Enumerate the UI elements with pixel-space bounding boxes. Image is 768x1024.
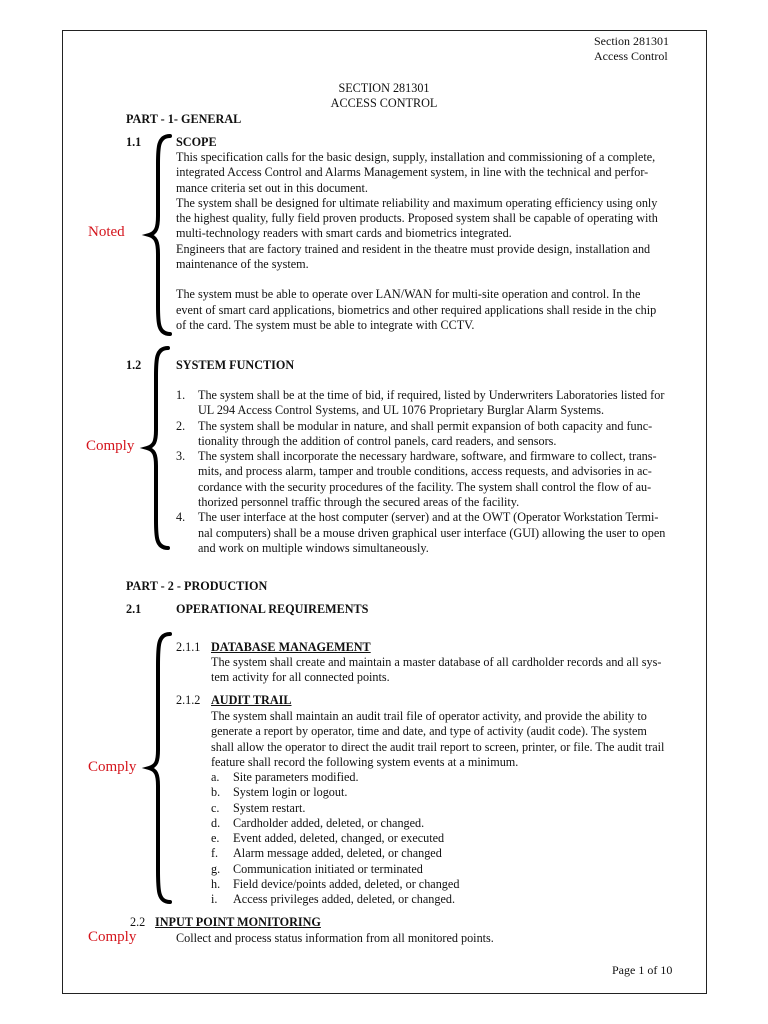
list-item [176, 510, 700, 556]
list-marker: 1. [176, 388, 186, 402]
list-item [211, 816, 459, 831]
blank-line [176, 272, 700, 287]
annotation-comply: Comply [88, 929, 137, 945]
list-item [176, 419, 700, 450]
text-line: tem activity for all connected points. [211, 670, 390, 685]
subsection-number: 2.1.2 [176, 693, 201, 707]
text-line: integrated Access Control and Alarms Management system, in line with the technical and perfor- [176, 165, 649, 180]
text-line: mits, and process alarm, tamper and trouble conditions, access requests, and advisories in ac- [198, 464, 652, 479]
text-line: thorized personnel traffic through the secured areas of the facility. [198, 495, 520, 510]
document-title: SECTION 281301 [338, 81, 430, 95]
text-line: The system must be able to operate over LAN/WAN for multi-site operation and control. In the [176, 287, 641, 302]
section-number: 2.1 [126, 602, 142, 616]
header-subject: Access Control [594, 49, 668, 63]
list-marker: 2. [176, 418, 186, 433]
audit-trail-heading: AUDIT TRAIL [211, 693, 292, 707]
text-line: and work on multiple windows simultaneously. [198, 540, 429, 555]
list-item-text: Site parameters modified. [233, 770, 359, 784]
list-item [211, 846, 459, 861]
text-line: The system shall be designed for ultimate reliability and maximum operating efficiency using only [176, 195, 658, 210]
text-line: Engineers that are factory trained and resident in the theatre must provide design, installation and [176, 241, 651, 256]
audit-events-list [211, 770, 459, 908]
text-line: nal computers) shall be a mouse driven graphical user interface (GUI) allowing the user to open [198, 525, 666, 540]
text-line: The system shall maintain an audit trail file of operator activity, and provide the ability to [211, 709, 647, 723]
list-item-text: Cardholder added, deleted, or changed. [233, 815, 425, 830]
brace-icon [144, 346, 174, 550]
list-item [211, 801, 459, 816]
list-marker: a. [211, 770, 220, 784]
section-number: 1.1 [126, 135, 142, 149]
brace-icon [146, 134, 176, 336]
list-item-text: Event added, deleted, changed, or executed [233, 831, 445, 846]
list-item [176, 449, 700, 510]
annotation-comply: Comply [86, 438, 135, 454]
list-item [211, 785, 459, 800]
section-number: 1.2 [126, 358, 142, 372]
text-line: The system shall be at the time of bid, if required, listed by Underwriters Laboratories listed for [198, 388, 665, 402]
list-marker: h. [211, 877, 221, 892]
list-marker: 3. [176, 449, 186, 464]
list-item [211, 862, 459, 877]
text-line: mance criteria set out in this document. [176, 180, 368, 195]
list-item-text: System login or logout. [233, 785, 348, 800]
text-line: tionality through the addition of control panels, card readers, and sensors. [198, 433, 557, 448]
annotation-comply: Comply [88, 759, 137, 775]
text-line: The user interface at the host computer (server) and at the OWT (Operator Workstation Termi- [198, 510, 659, 525]
list-item [176, 388, 700, 419]
text-line: This specification calls for the basic design, supply, installation and commissioning of a complete, [176, 150, 656, 164]
list-marker: c. [211, 800, 220, 815]
list-marker: d. [211, 815, 221, 830]
text-line: maintenance of the system. [176, 257, 309, 272]
text-line: The system shall be modular in nature, and shall permit expansion of both capacity and func- [198, 418, 653, 433]
list-item-text: Field device/points added, deleted, or changed [233, 877, 460, 892]
text-line: of the card. The system must be able to integrate with CCTV. [176, 317, 475, 332]
list-marker: f. [211, 846, 219, 861]
database-management-heading: DATABASE MANAGEMENT [211, 640, 371, 654]
list-marker: g. [211, 861, 221, 876]
database-management-body [211, 655, 700, 686]
list-marker: 4. [176, 510, 186, 525]
text-line: multi-technology readers with smart cards and biometrics integrated. [176, 226, 512, 241]
input-point-monitoring-heading: INPUT POINT MONITORING [155, 915, 321, 929]
list-item-text: Communication initiated or terminated [233, 861, 423, 876]
text-line: shall allow the operator to direct the audit trail report to screen, printer, or file. The audit trail [211, 739, 665, 754]
text-line: cordance with the security procedures of the facility. The system shall control the flow of au- [198, 479, 652, 494]
text-line: UL 294 Access Control Systems, and UL 1076 Proprietary Burglar Alarm Systems. [198, 403, 605, 418]
annotation-noted: Noted [88, 224, 125, 240]
operational-requirements-heading: OPERATIONAL REQUIREMENTS [176, 602, 369, 616]
part2-heading: PART - 2 - PRODUCTION [126, 579, 268, 593]
list-item [211, 770, 459, 785]
scope-body [176, 150, 700, 333]
subsection-number: 2.1.1 [176, 640, 201, 654]
list-item [211, 831, 459, 846]
audit-trail-body [211, 709, 700, 770]
text-line: generate a report by operator, time and date, and type of activity (audit code). The system [211, 724, 647, 739]
header-section: Section 281301 [594, 34, 669, 48]
list-marker: e. [211, 831, 220, 846]
scope-heading: SCOPE [176, 135, 217, 149]
brace-icon [146, 632, 176, 904]
part1-heading: PART - 1- GENERAL [126, 112, 242, 126]
section-number: 2.2 [130, 915, 146, 929]
list-marker: i. [211, 892, 218, 907]
list-marker: b. [211, 785, 221, 800]
document-subtitle: ACCESS CONTROL [330, 96, 438, 110]
text-line: event of smart card applications, biometrics and other required applications shall reside in the chip [176, 302, 657, 317]
page-number: Page 1 of 10 [612, 963, 673, 977]
list-item-text: Access privileges added, deleted, or changed. [233, 892, 455, 907]
list-item [211, 877, 459, 892]
system-function-list [176, 388, 700, 556]
list-item-text: Alarm message added, deleted, or changed [233, 846, 442, 861]
input-point-monitoring-body: Collect and process status information from all monitored points. [176, 931, 494, 945]
text-line: the highest quality, fully field proven products. Proposed system shall be capable of operating with [176, 211, 658, 226]
list-item-text: System restart. [233, 800, 306, 815]
list-item [211, 892, 459, 907]
text-line: The system shall create and maintain a master database of all cardholder records and all sys- [211, 655, 662, 669]
text-line: The system shall incorporate the necessary hardware, software, and firmware to collect, trans- [198, 449, 657, 464]
system-function-heading: SYSTEM FUNCTION [176, 358, 295, 372]
text-line: feature shall record the following system events at a minimum. [211, 754, 519, 769]
